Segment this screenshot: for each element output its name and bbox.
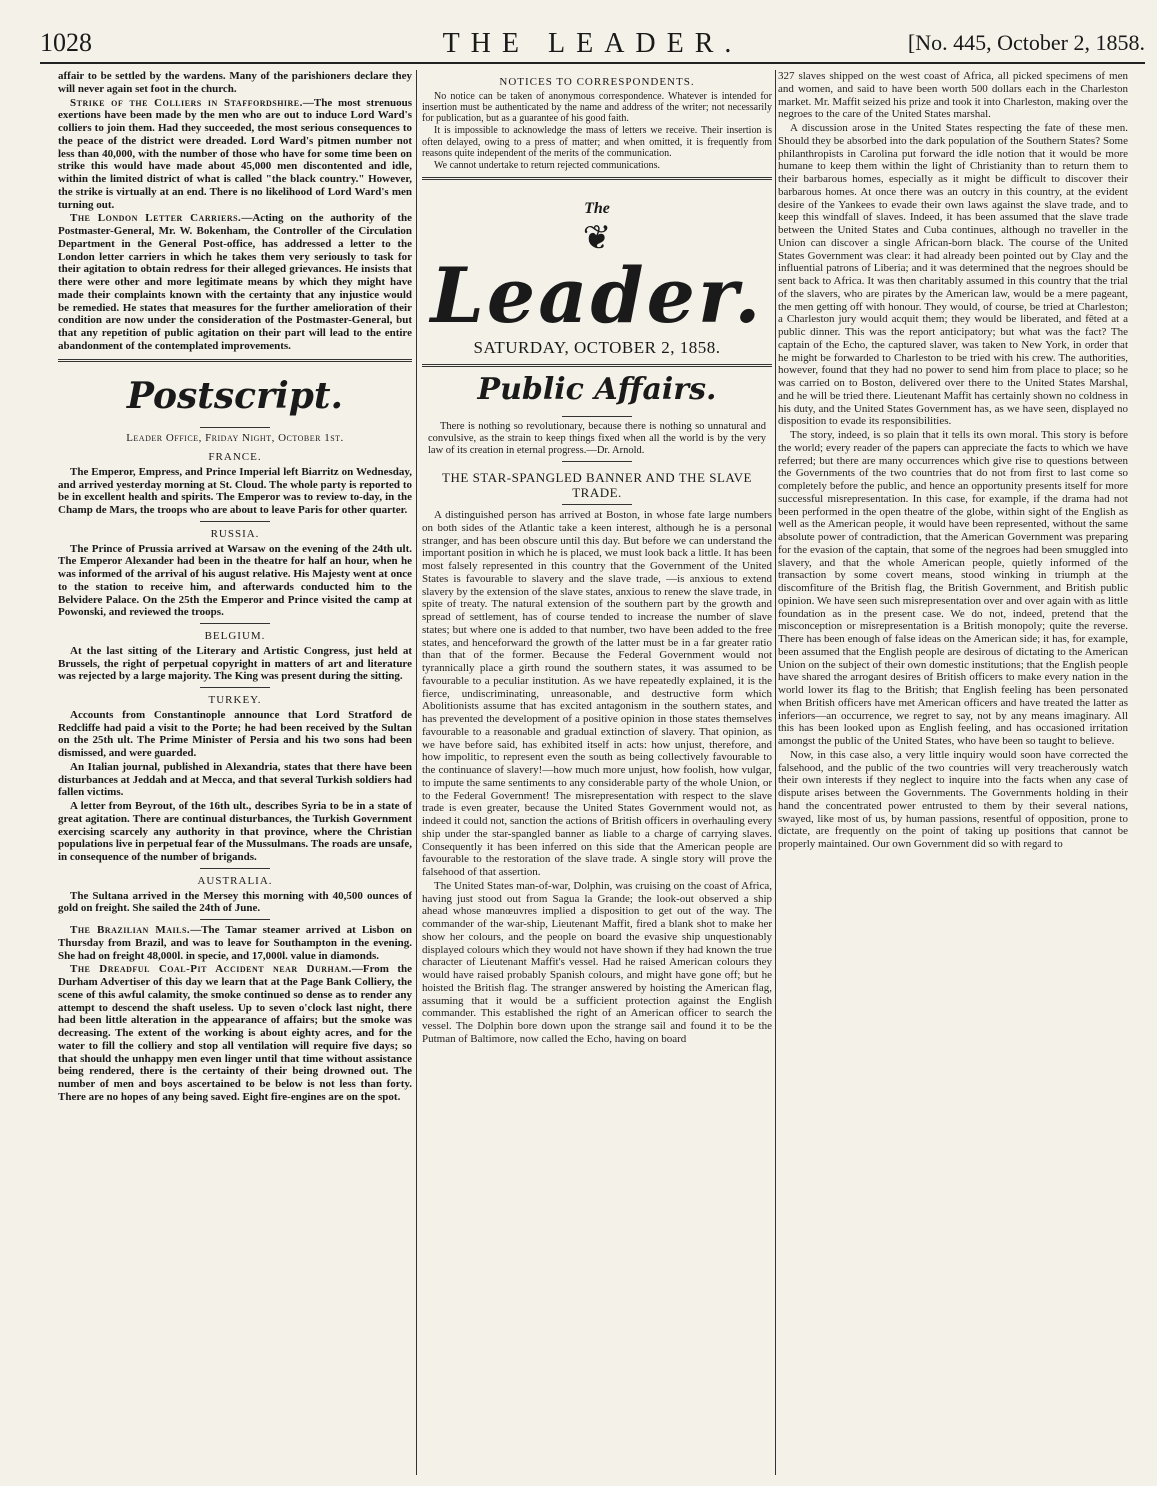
masthead-title: Leader. <box>430 251 764 341</box>
paragraph: A distinguished person has arrived at Boston, in whose fate large numbers on both sides of the Atlantic take a keen interest, although he is a personal stranger, and has been obscure until this day. But before we can understand the important position in which he is placed, we must look back a little. It has been most falsely represented in this country that the Government of the United States is favourable to slavery and the slave trade, —is anxious to extend slavery by the extension of the slave states, anxious to renew the slave trade, in spite of treaty. The natural extension of the southern part by the growth and spread of settlement, has of course tended to increase the number of slave states; but where one is added to that number, two have been added to the free states, and henceforward the growth of the latter must be in a far greater ratio than that of the former. Because the Federal Government would not tyrannically place a girth round the southern states, it was assumed to be favourable to a peculiar institution. As we have repeatedly explained, it is the fierce, undiscriminating, unreasonable, and destructive form which Abolitionists assume that has excited antagonism in the southern states, and has prevented the development of a positive opinion in those states themselves favourable to a reasonable and gradual extinction of slavery. That opinion, as we have before said, has exhibited itself in acts: how unjust, therefore, and how impolitic, to represent even the south as being collectively favourable to the continuance of slavery!—how much more unjust, how foolish, how vulgar, to impute the same sentiments to any considerable party of the whole Union, or to the Federal Government! The misrepresentation with respect to the slave trade is even greater, because the United States Government would not, as indeed it could not, sanction the actions of British officers in overhauling every ship under the star-spangled banner as liable to a charge of carrying slaves. Consequently it has been inferred on this side that the American people are favourable to the restoration of the slave trade. A single story will prove the falsehood of that assertion. <box>422 509 772 879</box>
column-rule <box>416 70 417 1475</box>
divider <box>200 427 270 428</box>
paragraph: Accounts from Constantinople announce that Lord Stratford de Redcliffe had paid a visit to the Porte; he had been received by the Sultan on the 25th ult. The Prime Minister of Persia and his two sons had been dismissed, and were guarded. <box>58 708 412 759</box>
section-rule <box>422 364 772 367</box>
divider <box>200 868 270 869</box>
paragraph: The United States man-of-war, Dolphin, was cruising on the coast of Africa, having just stood out from Sagua la Grande; the look-out observed a ship ahead whose manœuvres implied a disposition to get out of the way. The commander of the war-ship, Lieutenant Maffit, fired a blank shot to make her show her colours, and the people on board the evasive ship unquestionably displayed colours which they would not have shown if they had known the true character of Lieutenant Maffit's vessel. Had he raised American colours they would have raised probably Spanish colours, and might have gone off; but he hoisted the British flag. The stranger answered by hoisting the American flag, assuming that it would be a sufficient protection against the English commander. This established the right of an American officer to search the vessel. The Dolphin bore down upon the strange sail and found it to be the Putman of Baltimore, now called the Echo, having on board <box>422 879 772 1045</box>
divider <box>200 687 270 688</box>
section-heading: BELGIUM. <box>204 630 266 642</box>
paragraph-text: —Acting on the authority of the Postmaster-General, Mr. W. Bokenham, the Controller of the Circulation Department in the General Post-office, has addressed a letter to the London letter carriers in which he takes them very seriously to task for their agitation to obtain redress for their alleged grievances. He insists that there were other and more legitimate means by which they might have made their complaints known with the certainty that any injustice would be remedied. He states that measures for the further amelioration of their condition are now under the consideration of the Postmaster-General, but that any repetition of public agitation on their part will lead to the entire abandonment of the contemplated improvements. <box>58 212 412 352</box>
article-title: THE STAR-SPANGLED BANNER AND THE SLAVE TRADE. <box>442 470 752 501</box>
paragraph: An Italian journal, published in Alexandria, states that there have been disturbances at Jeddah and at Mecca, and that several Turkish soldiers had fallen victims. <box>58 760 412 799</box>
paragraph-text: —The Tamar steamer arrived at Lisbon on Thursday from Brazil, and was to leave for Southampton in the evening. She had on freight 48,000l. in specie, and 17,000l. value in diamonds. <box>58 924 412 962</box>
issue-date: [No. 445, October 2, 1858. <box>907 30 1145 55</box>
paragraph: 327 slaves shipped on the west coast of Africa, all picked specimens of men and women, and said to have been worth 500 dollars each in the Charleston market. Mr. Maffit seized his prize and took it into Charleston, making over the negroes to the care of the United States marshal. <box>778 70 1128 121</box>
paragraph: A discussion arose in the United States respecting the fate of these men. Should they be absorbed into the dark population of the Southern States? Some philanthropists in Carolina put forward the idle notion that it would be more humane to keep them within the light of Christianity than to return them to their barbarous homes, especially as it might be difficult to discover their barbarous homes. At once there was an outcry in this country, at the evident desire of the Yankees to evade their own laws against the slave trade, and to keep this windfall of slaves. Indeed, it has been assumed that the slave trade between the United States and Cuba continues, although no traveller in the Union can discover a single African-born black. The course of the United States Government was clear: it had already been pointed out by Clay and the influential patrons of Liberia; and it was determined that the negroes should be sent back to Africa. It was then charitably assumed in this country that the trial of the slavers, who are pirates by the American law, would be a mere pageant, the men getting off with honour. They would, of course, be tried at Charleston; a Charleston jury would acquit them; they would be liberated, and fêted at a public dinner. This was the report anticipatory; but what was the fact? The captain of the Echo, the captured slaver, was taken to New York, in order that he might be forwarded to Charleston to be tried with his crew. The authorities, however, found that they had no power to send him from place to place; so he was carried on to Boston, delivered over there to the United States Marshal, and he will be tried there. Lieutenant Maffit has certainly shown no coldness in his duty, and the United States Government has, as we have seen, displayed no disposition to evade its responsibilities. <box>778 122 1128 428</box>
paragraph: Now, in this case also, a very little inquiry would soon have corrected the falsehood, and the public of the two countries will very treacherously watch their own interests if they neglect to inquire into the facts when any case of dispute arises between the Governments. The Governments holding in their hand the concentrated power entrusted to them by their several nations, swayed, like most of us, by human passions, resentful of opposition, prone to dictate, are frequently on the point of taking up positions that cannot be properly maintained. Our own Government did so with regard to <box>778 748 1128 850</box>
paragraph: The Emperor, Empress, and Prince Imperial left Biarritz on Wednesday, and arrived yesterday morning at St. Cloud. The whole party is reported to be in excellent health and spirits. The Emperor was to review to-day, in the Champ de Mars, the troops who are about to leave Paris for other quarter. <box>58 465 412 516</box>
paragraph <box>58 212 412 352</box>
column-left <box>58 70 412 1475</box>
page-header <box>40 20 1145 64</box>
column-middle <box>422 70 772 1475</box>
dateline: SATURDAY, OCTOBER 2, 1858. <box>473 338 721 358</box>
notices-heading: NOTICES TO CORRESPONDENTS. <box>499 76 695 88</box>
paragraph: The Sultana arrived in the Mersey this morning with 40,500 ounces of gold on freight. She sailed the 24th of June. <box>58 889 412 915</box>
epigraph: There is nothing so revolutionary, because there is nothing so unnatural and convulsive, as the strain to keep things fixed when all the world is by the very law of its creation in eternal progress.—Dr. Arnold. <box>428 420 766 456</box>
section-heading: AUSTRALIA. <box>197 874 273 887</box>
postscript-heading: Postscript. <box>126 374 344 417</box>
divider <box>562 416 632 417</box>
paragraph <box>58 963 412 1103</box>
divider <box>562 461 632 462</box>
section-heading: FRANCE. <box>208 451 262 463</box>
column-right <box>778 70 1128 1475</box>
section-rule <box>58 359 412 362</box>
masthead-the: The <box>584 200 610 218</box>
paragraph: The story, indeed, is so plain that it tells its own moral. This story is before the world; every reader of the papers can appreciate the facts to which we have referred; but there are many occurrences which give rise to questions between the Governments of the two countries that do not from first to last come so completely before the public, and hence an opportunity presents itself for more successful misrepresentation. In this case, for example, if the drama had not been performed in the open theatre of the globe, within sight of the English as well as the American people, it would have been represented, without the same absolute power of contradiction, that the American Government was preparing for the evasion of the captain, that some of the negroes had been smuggled into slavery, and that the whole American people, quietly informed of the transaction by some covert means, stood winking in triumph at the discomfiture of the British flag, the British Government, and British public opinion. We have seen such misrepresentation over and over again with as little foundation as in the present case. We do not, indeed, pretend that the misconception or misrepresentation is a British monopoly; quite the reverse. There has been enough of false ideas on the American side; it has, for example, been assumed that the English people are desirous of dictating to the American Union on the subject of their own domestic institutions; that the English people have shared the arrogant desires of British officers to make every nation in the world lower its flag to the British; that English feeling has been personated when British officers have met American officers and have treated the latter as inferiors—an occurrence, we regret to say, not by any means imaginary. All this has been looked upon as English feeling, and has occasioned irritation amongst the public of the United States, who have been so taught to believe. <box>778 429 1128 747</box>
paragraph-text: —The most strenuous exertions have been made by the men who are out to induce Lord Ward's colliers to join them. Had they succeeded, the most serious consequences to the peace of the district were dreaded. Lord Ward's pitmen number not less than 40,000, with the number of those who have for some time been on strike this would have made about 45,000 men discontented and idle, within the limited district of what is called "the black country." However, the strike is virtually at an end. There is no likelihood of Lord Ward's men turning out. <box>58 96 412 211</box>
running-title: THE LEADER. <box>442 28 743 59</box>
paragraph: affair to be settled by the wardens. Many of the parishioners declare they will never again set foot in the church. <box>58 70 412 95</box>
masthead <box>422 200 772 341</box>
section-rule <box>422 177 772 180</box>
divider <box>562 504 632 505</box>
paragraph: The Prince of Prussia arrived at Warsaw on the evening of the 24th ult. The Emperor Alexander had been in the theatre for half an hour, when he was informed of the arrival of his august relative. His Majesty went at once to the station to receive him, and afterwards conducted him to the Belvidere Palace. On the 25th the Emperor and Prince visited the camp at Powonski, and reviewed the troops. <box>58 542 412 619</box>
divider <box>200 521 270 522</box>
page-number: 1028 <box>40 28 92 57</box>
office-line: Leader Office, Friday Night, October 1st. <box>126 432 344 445</box>
section-heading: TURKEY. <box>208 694 262 706</box>
paragraph <box>58 924 412 962</box>
lead-in: Strike of the Colliers in Staffordshire. <box>70 96 303 109</box>
column-rule <box>775 70 776 1475</box>
section-heading: RUSSIA. <box>210 527 260 540</box>
lead-in: The Dreadful Coal-Pit Accident near Durham. <box>70 963 352 976</box>
notice: It is impossible to acknowledge the mass of letters we receive. Their insertion is often delayed, owing to a press of matter; and when omitted, it is frequently from reasons quite independent of the merits of the communication. <box>422 125 772 159</box>
divider <box>200 623 270 624</box>
lead-in: The Brazilian Mails. <box>70 924 191 936</box>
paragraph: At the last sitting of the Literary and Artistic Congress, just held at Brussels, the right of perpetual copyright in matters of art and literature was rejected by a large majority. The King was present during the sitting. <box>58 644 412 683</box>
paragraph-text: —From the Durham Advertiser of this day we learn that at the Page Bank Colliery, the scene of this awful calamity, the smoke continued so dense as to render any attempt to descend the shaft useless. Up to seven o'clock last night, there had been little alteration in the appearance of affairs; but the smoke was decreasing. The extent of the working is about eighty acres, and for the water to fill the colliery and stop all ventilation will require five days; so that should the unhappy men even linger until that time without assistance being rendered, there is the certainty of their being drowned out. The number of men and boys ascertained to be below is not less than forty. There are no hopes of any being saved. Eight fire-engines are on the spot. <box>58 963 412 1103</box>
paragraph <box>58 97 412 212</box>
notice: We cannot undertake to return rejected communications. <box>434 159 661 171</box>
header-rule <box>40 62 1145 64</box>
divider <box>200 919 270 920</box>
flourish-icon: ❦ <box>582 219 612 257</box>
paragraph: A letter from Beyrout, of the 16th ult., describes Syria to be in a state of great agitation. There are continual disturbances, the Turkish Government exercising scarcely any authority in that province, where the Christian populations live in perpetual fear of the Mussulmans. The roads are unsafe, in consequence of the number of brigands. <box>58 800 412 863</box>
lead-in: The London Letter Carriers. <box>70 212 242 225</box>
notice: No notice can be taken of anonymous correspondence. Whatever is intended for insertion must be authenticated by the name and address of the writer; not necessarily for publication, but as a guarantee of his good faith. <box>422 90 772 125</box>
public-affairs-heading: Public Affairs. <box>477 371 717 407</box>
